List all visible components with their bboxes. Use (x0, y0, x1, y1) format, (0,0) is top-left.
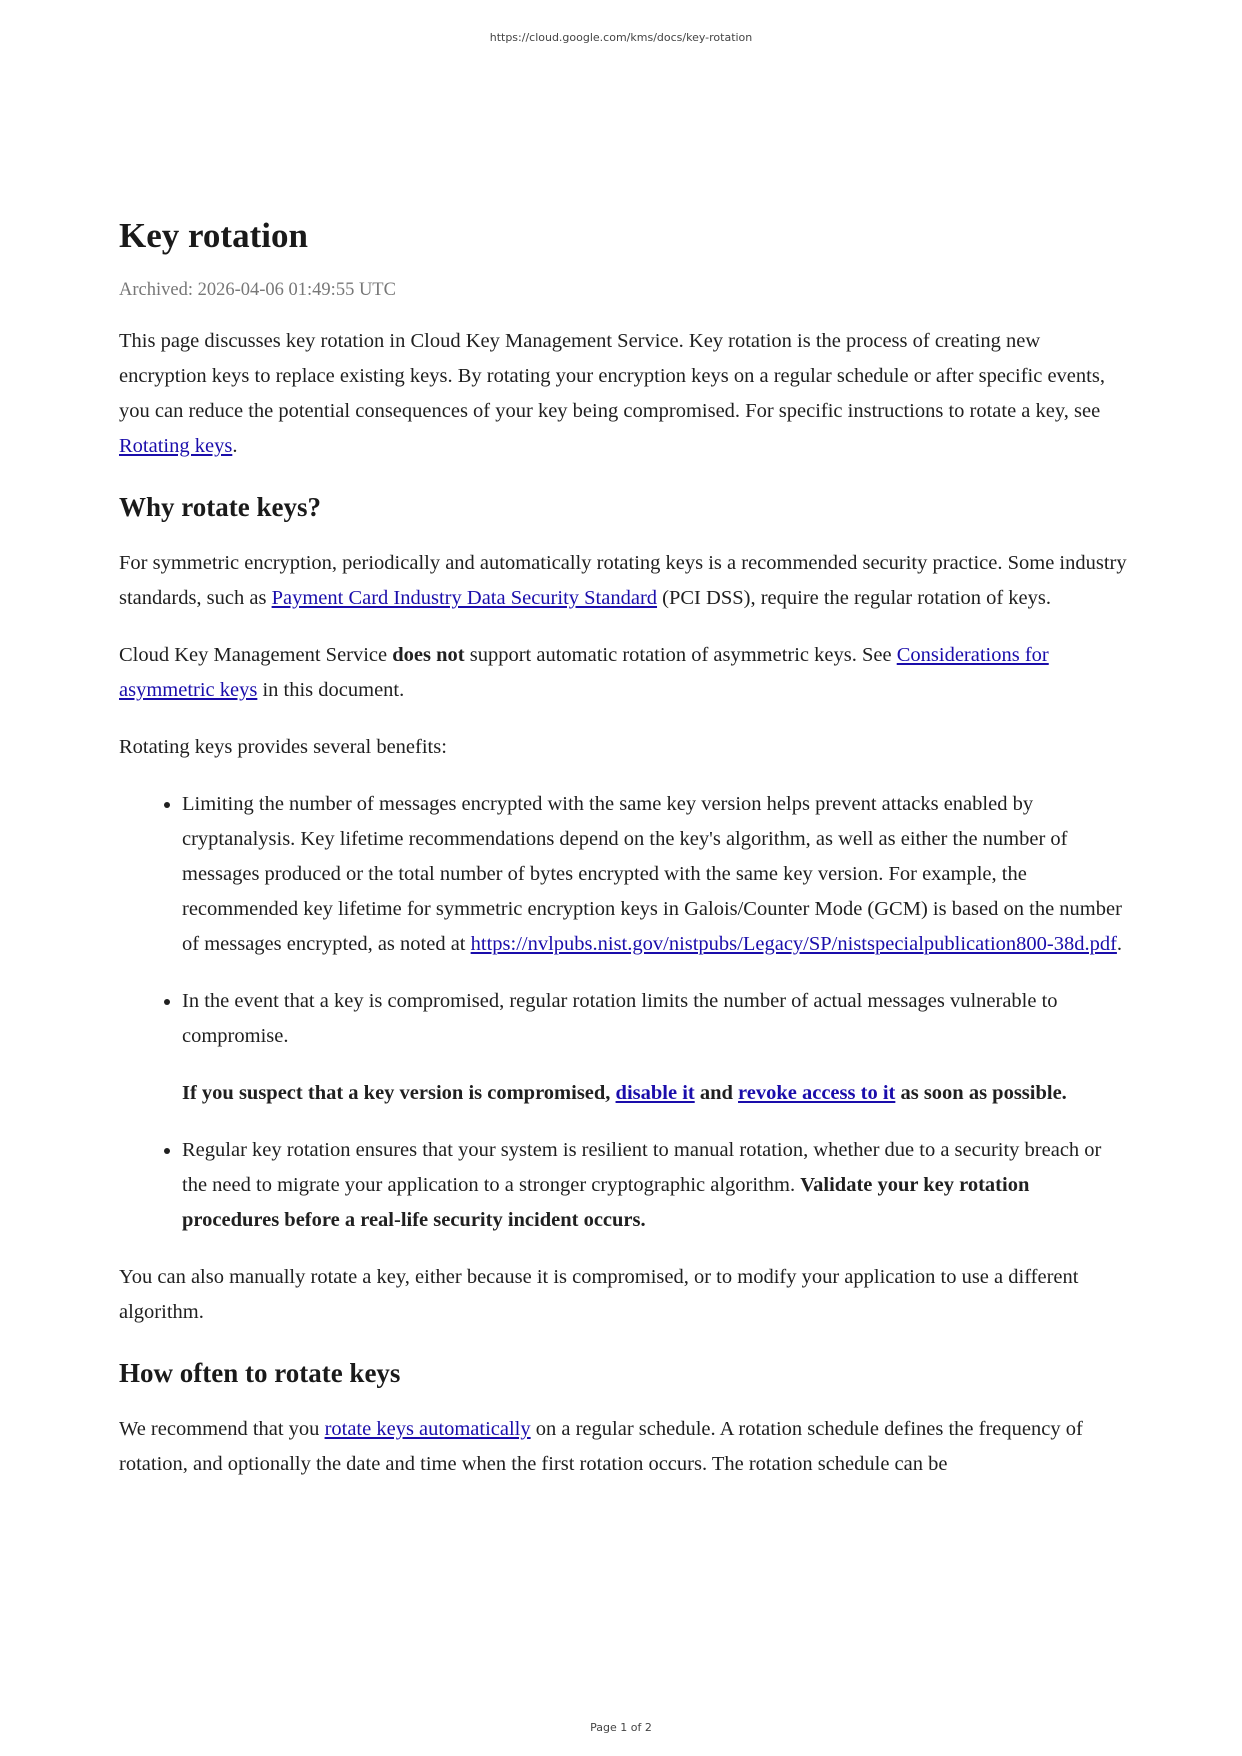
bullet-text: Regular key rotation ensures that your system is resilient to manual rotation, whether due to a security breach or the need to migrate your application to a stronger cryptographic algorithm. (182, 1139, 1102, 1196)
rotating-keys-link[interactable]: Rotating keys (119, 435, 233, 457)
why-paragraph-1 (119, 546, 1129, 616)
why-p2-text-middle: support automatic rotation of asymmetric keys. See (464, 644, 897, 666)
note-text-middle: and (694, 1082, 739, 1104)
page-number: Page 1 of 2 (590, 1721, 652, 1734)
why-p2-text-end: in this document. (257, 679, 405, 701)
nist-pdf-link[interactable]: https://nvlpubs.nist.gov/nistpubs/Legacy/SP/nistspecialpublication800-38d.pdf (470, 933, 1117, 955)
benefits-list (119, 787, 1129, 1238)
rotate-keys-automatically-link[interactable]: rotate keys automatically (324, 1418, 531, 1440)
note-text-end: as soon as possible. (895, 1082, 1067, 1104)
how-often-text-end: on a regular schedule. A rotation schedule defines the frequency of rotation, and optionally the date and time when the first rotation occurs. The rotation schedule can be (119, 1418, 1083, 1475)
page-title: Key rotation (119, 216, 308, 255)
bullet-text: Limiting the number of messages encrypted with the same key version helps prevent attacks enabled by cryptanalysis. Key lifetime recommendations depend on the key's algorithm, as well as either the number of messages produced or the total number of bytes encrypted with the same key version. For example, the recommended key lifetime for symmetric encryption keys in Galois/Counter Mode (GCM) is based on the number of messages encrypted, as noted at (182, 793, 1122, 955)
why-paragraph-4: You can also manually rotate a key, either because it is compromised, or to modify your application to use a different algorithm. (119, 1266, 1079, 1323)
compromise-note (182, 1076, 1129, 1111)
bullet-text-end: . (1116, 933, 1123, 955)
why-paragraph-2 (119, 638, 1129, 708)
why-p1-text: For symmetric encryption, periodically and automatically rotating keys is a recommended security practice. Some industry standards, such as (119, 552, 1127, 609)
revoke-access-link[interactable]: revoke access to it (738, 1082, 896, 1104)
intro-text: This page discusses key rotation in Cloud Key Management Service. Key rotation is the process of creating new encryption keys to replace existing keys. By rotating your encryption keys on a regular schedule or after specific events, you can reduce the potential consequences of your key being compromised. For specific instructions to rotate a key, see (119, 330, 1105, 422)
disable-it-link[interactable]: disable it (615, 1082, 695, 1104)
validate-emphasis: Validate your key rotation procedures before a real-life security incident occurs. (182, 1174, 1030, 1231)
benefits-intro: Rotating keys provides several benefits: (119, 736, 447, 758)
intro-text-end: . (232, 435, 238, 457)
note-text: If you suspect that a key version is compromised, (182, 1082, 616, 1104)
list-item (182, 787, 1129, 962)
why-p2-text: Cloud Key Management Service (119, 644, 393, 666)
section-heading-how-often: How often to rotate keys (119, 1358, 401, 1388)
does-not-emphasis: does not (392, 644, 465, 666)
section-heading-why: Why rotate keys? (119, 492, 321, 522)
how-often-text: We recommend that you (119, 1418, 325, 1440)
intro-paragraph (119, 324, 1129, 464)
list-item (182, 1133, 1129, 1238)
archived-timestamp: Archived: 2026-04-06 01:49:55 UTC (119, 280, 396, 300)
list-item (182, 984, 1129, 1111)
how-often-paragraph-1 (119, 1412, 1129, 1482)
pci-dss-link[interactable]: Payment Card Industry Data Security Standard (271, 587, 658, 609)
asymmetric-keys-link[interactable]: Considerations for asymmetric keys (119, 644, 1049, 701)
page-url-header: https://cloud.google.com/kms/docs/key-rotation (489, 31, 753, 44)
document-body (119, 210, 1129, 1504)
why-p1-text-end: (PCI DSS), require the regular rotation of keys. (657, 587, 1051, 609)
bullet-text: In the event that a key is compromised, regular rotation limits the number of actual messages vulnerable to compromise. (182, 990, 1058, 1047)
